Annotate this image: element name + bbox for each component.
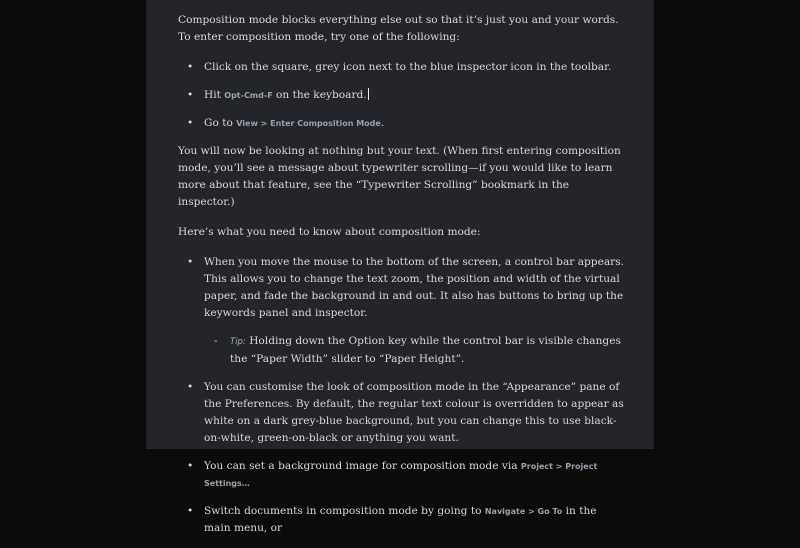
list-item-text: Holding down the Option key while the control bar is visible changes the “Paper Width” slider to “Paper Height”. <box>230 335 621 365</box>
list-item-text: on the keyboard. <box>272 89 367 101</box>
menu-path-text: Project > Project Settings… <box>204 462 598 488</box>
menu-path-text: View > Enter Composition Mode <box>236 119 381 128</box>
list-item-text: Hit <box>204 89 225 101</box>
info-paragraph: You will now be looking at nothing but your text. (When first entering composition mode, you’ll see a message about typewriter scrolling—if you would like to learn more about that feature, see the “Typewriter Scrolling” bookmark in the inspector.) <box>178 145 621 208</box>
composition-paper[interactable] <box>146 0 654 534</box>
intro-paragraph: Composition mode blocks everything else out so that it’s just you and your words. To enter composition mode, try one of the following: <box>178 14 619 43</box>
menu-path-text: Navigate > Go To <box>484 507 563 516</box>
list-item-text: Click on the square, grey icon next to the blue inspector icon in the toolbar. <box>204 61 612 73</box>
list-item-text: Go to <box>204 117 237 129</box>
tip-label: Tip: <box>230 337 246 347</box>
list-item <box>178 59 626 76</box>
list-item <box>178 458 626 492</box>
list-item <box>178 379 626 447</box>
list-item-text: When you move the mouse to the bottom of the screen, a control bar appears. This allows you to change the text zoom, the position and width of the virtual paper, and fade the background in and out. It also has buttons to bring up the keywords panel and inspector. <box>204 256 625 319</box>
list-item <box>178 115 626 132</box>
list-item-text: You can customise the look of composition mode in the “Appearance” pane of the Preferences. By default, the regular text colour is overridden to appear as white on a dark grey-blue background, but you can change this to use black-on-white, green-on-black or anything you want. <box>204 381 624 444</box>
list-item-text: . <box>380 117 385 129</box>
list-item <box>178 254 626 322</box>
list-item <box>178 503 626 537</box>
text-cursor <box>368 88 369 100</box>
lead-paragraph: Here’s what you need to know about composition mode: <box>178 226 481 238</box>
document-text[interactable] <box>178 12 626 548</box>
list-item-text: You can set a background image for composition mode via <box>204 460 521 472</box>
enter-methods-list <box>178 59 626 132</box>
list-item-text: in the main menu, or <box>204 505 597 534</box>
shortcut-text: Opt-Cmd-F <box>224 91 273 100</box>
list-item <box>178 87 626 104</box>
list-item-text: Switch documents in composition mode by going to <box>204 505 485 517</box>
composition-tips-list <box>178 254 626 537</box>
sub-list-item <box>178 333 626 368</box>
